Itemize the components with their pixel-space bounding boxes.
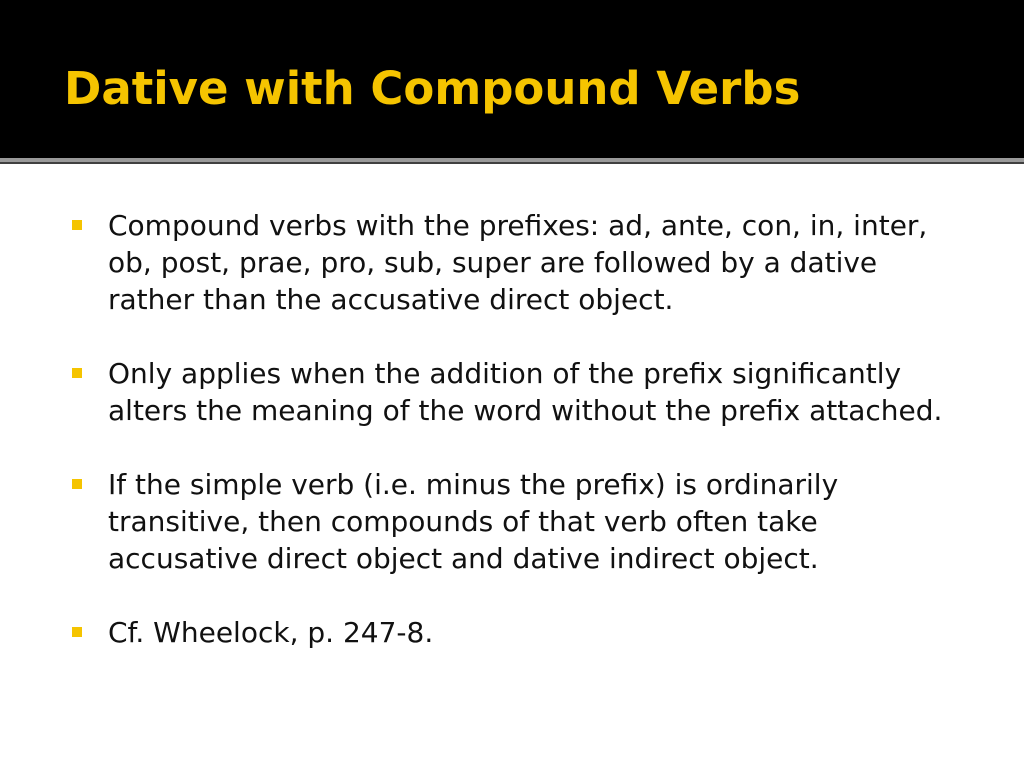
square-bullet-icon: [72, 368, 82, 378]
bullet-item: [72, 355, 952, 429]
square-bullet-icon: [72, 479, 82, 489]
bullet-item: [72, 466, 952, 577]
header-divider-shadow: [0, 162, 1024, 164]
bullet-text: Compound verbs with the prefixes: ad, ante, con, in, inter, ob, post, prae, pro, sub, super are followed by a dative rather than the accusative direct object.: [108, 209, 928, 316]
bullet-item: [72, 207, 952, 318]
bullet-text: If the simple verb (i.e. minus the prefix) is ordinarily transitive, then compounds of that verb often take accusative direct object and dative indirect object.: [108, 468, 839, 575]
bullet-text: Only applies when the addition of the prefix significantly alters the meaning of the word without the prefix attached.: [108, 357, 943, 427]
slide-title: Dative with Compound Verbs: [64, 62, 801, 115]
square-bullet-icon: [72, 220, 82, 230]
bullet-list: [72, 207, 952, 688]
square-bullet-icon: [72, 627, 82, 637]
bullet-text: Cf. Wheelock, p. 247-8.: [108, 616, 434, 649]
bullet-item: [72, 614, 952, 651]
title-bar: [0, 0, 1024, 158]
